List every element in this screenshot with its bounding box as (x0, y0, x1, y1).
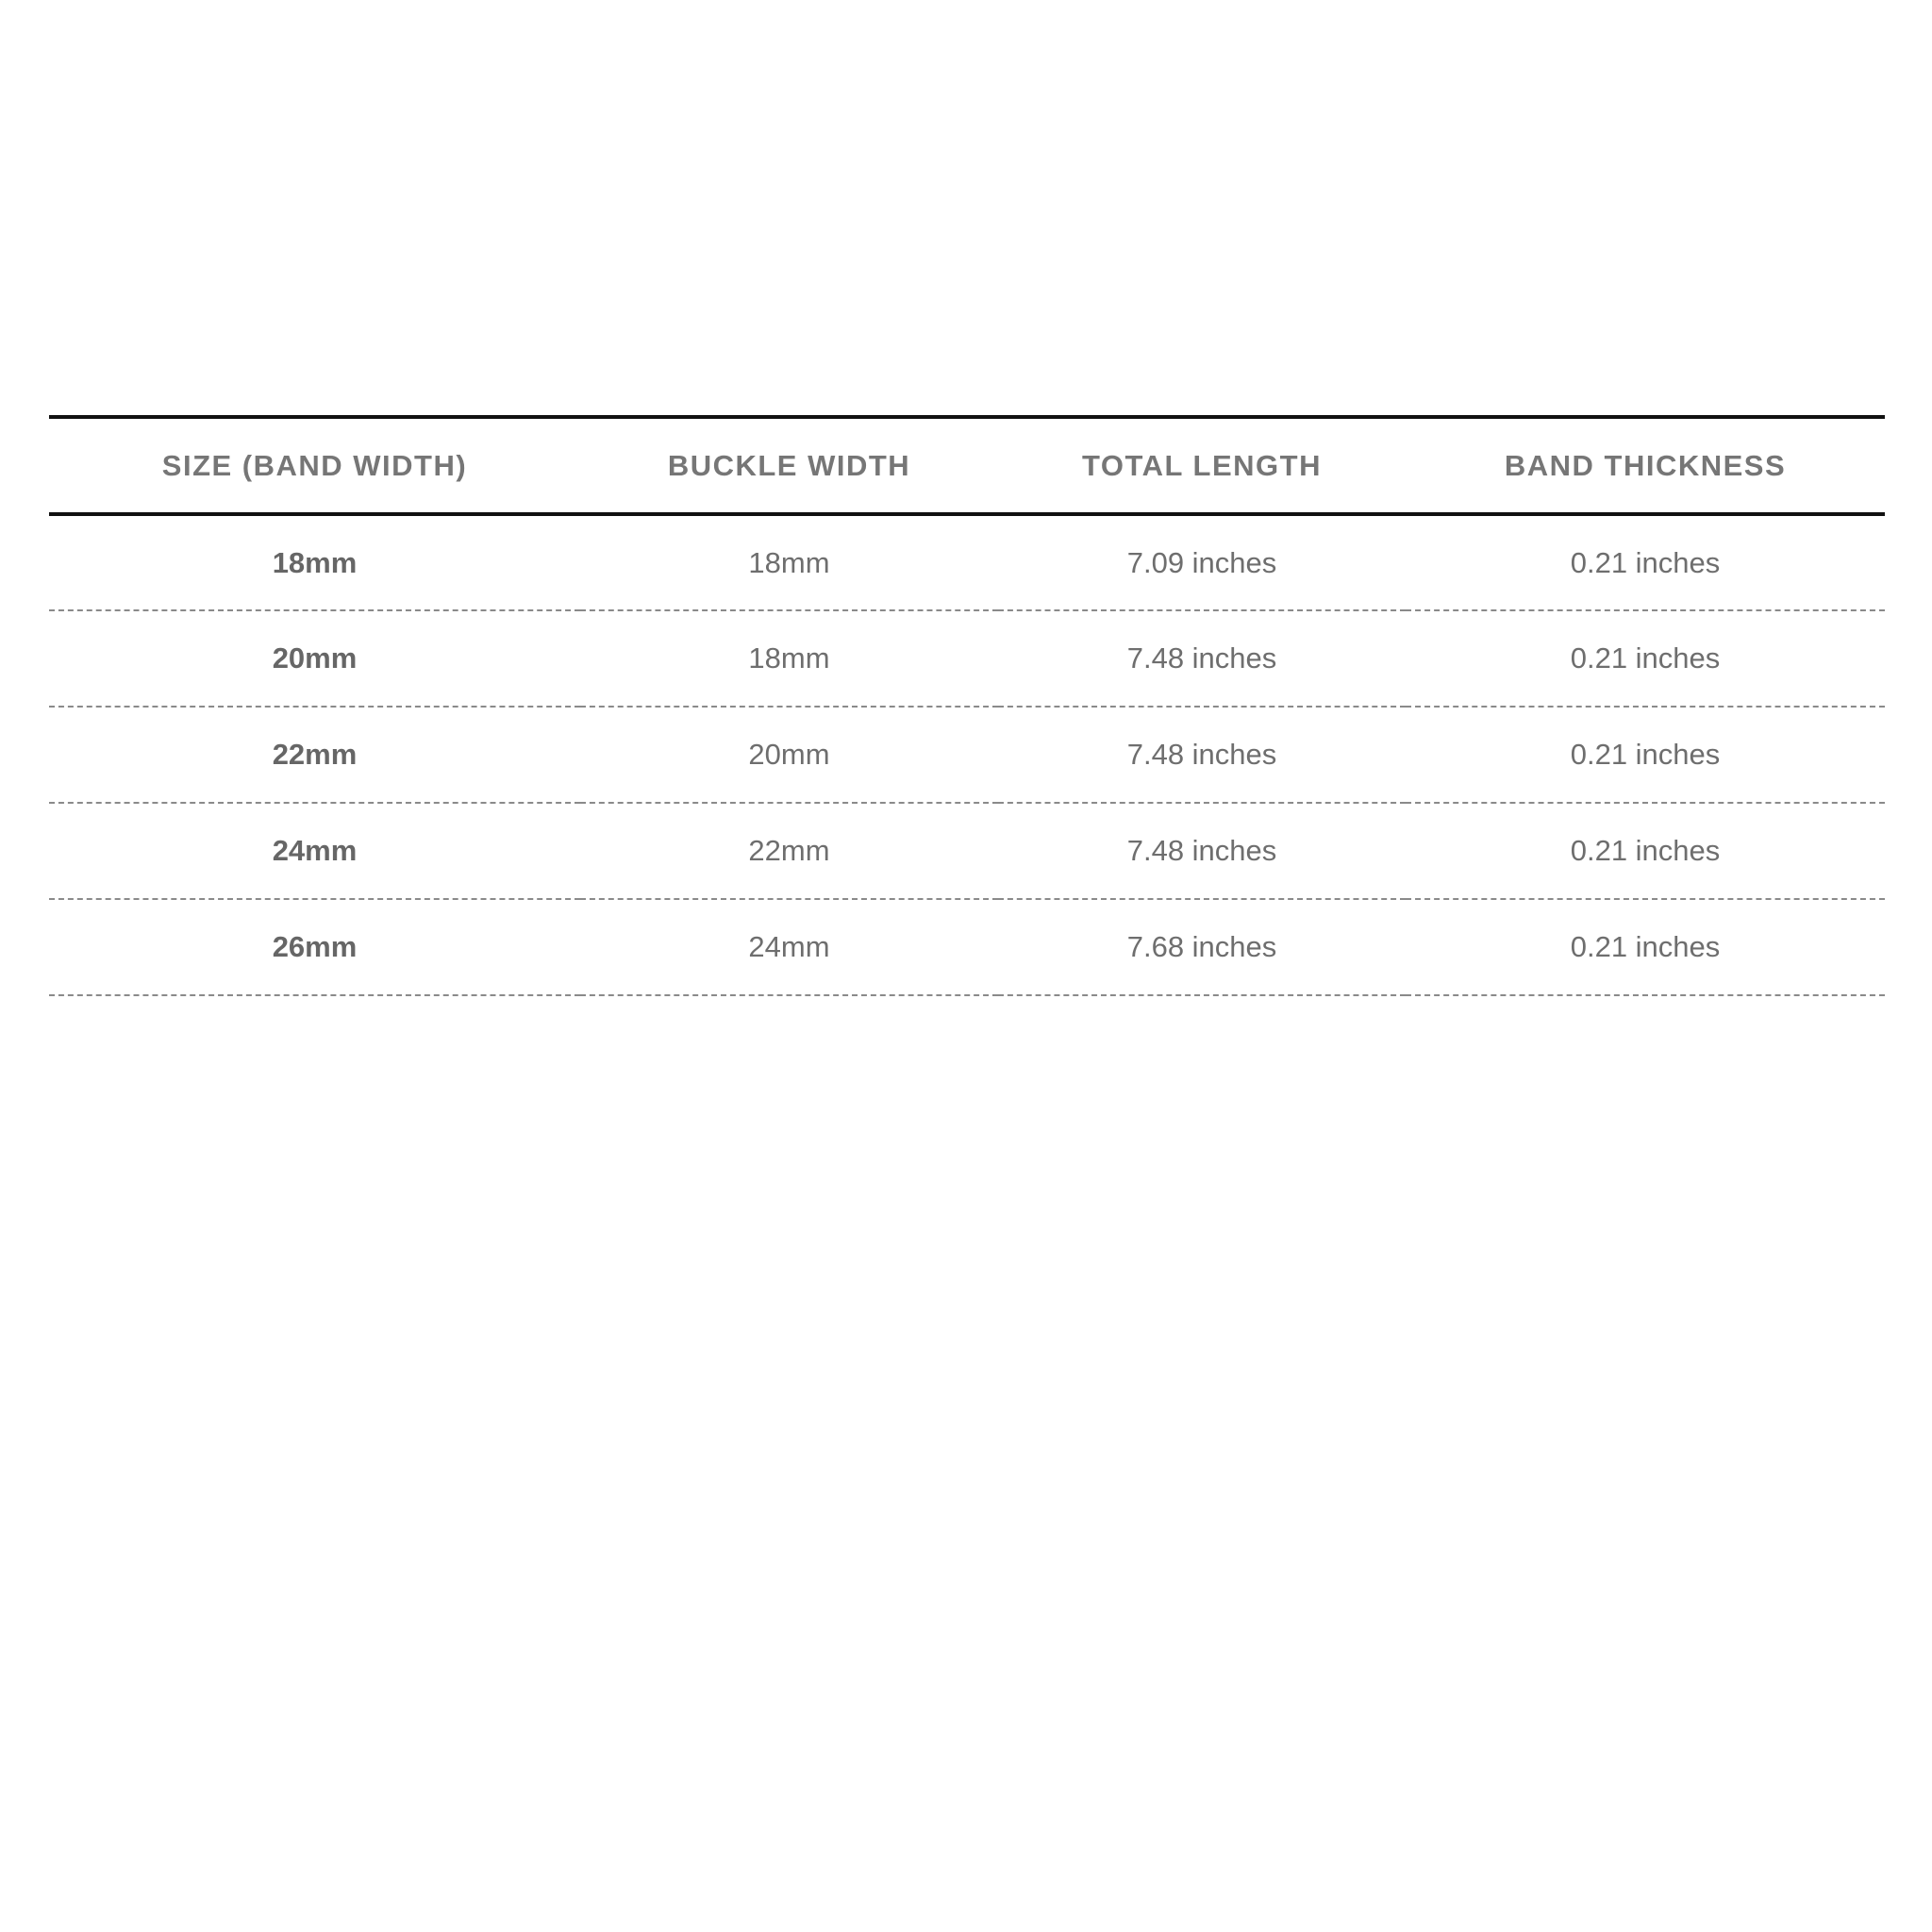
band-thickness-cell: 0.21 inches (1406, 610, 1885, 707)
size-cell: 20mm (49, 610, 580, 707)
size-cell: 24mm (49, 803, 580, 899)
table-row (49, 803, 1885, 899)
header-band-thickness: BAND THICKNESS (1406, 417, 1885, 514)
band-thickness-cell: 0.21 inches (1406, 514, 1885, 610)
table-header (49, 417, 1885, 514)
buckle-width-cell: 22mm (580, 803, 998, 899)
band-thickness-cell: 0.21 inches (1406, 707, 1885, 803)
table-row (49, 707, 1885, 803)
buckle-width-cell: 18mm (580, 514, 998, 610)
buckle-width-cell: 18mm (580, 610, 998, 707)
size-cell: 18mm (49, 514, 580, 610)
total-length-cell: 7.68 inches (998, 899, 1406, 995)
buckle-width-cell: 24mm (580, 899, 998, 995)
band-thickness-cell: 0.21 inches (1406, 803, 1885, 899)
header-total-length: TOTAL LENGTH (998, 417, 1406, 514)
table-row (49, 514, 1885, 610)
table-body (49, 514, 1885, 995)
total-length-cell: 7.48 inches (998, 803, 1406, 899)
table-row (49, 899, 1885, 995)
total-length-cell: 7.48 inches (998, 610, 1406, 707)
header-row (49, 417, 1885, 514)
total-length-cell: 7.09 inches (998, 514, 1406, 610)
size-cell: 26mm (49, 899, 580, 995)
size-cell: 22mm (49, 707, 580, 803)
header-buckle-width: BUCKLE WIDTH (580, 417, 998, 514)
header-size: SIZE (BAND WIDTH) (49, 417, 580, 514)
buckle-width-cell: 20mm (580, 707, 998, 803)
size-chart-table (49, 415, 1885, 996)
total-length-cell: 7.48 inches (998, 707, 1406, 803)
table-row (49, 610, 1885, 707)
band-thickness-cell: 0.21 inches (1406, 899, 1885, 995)
